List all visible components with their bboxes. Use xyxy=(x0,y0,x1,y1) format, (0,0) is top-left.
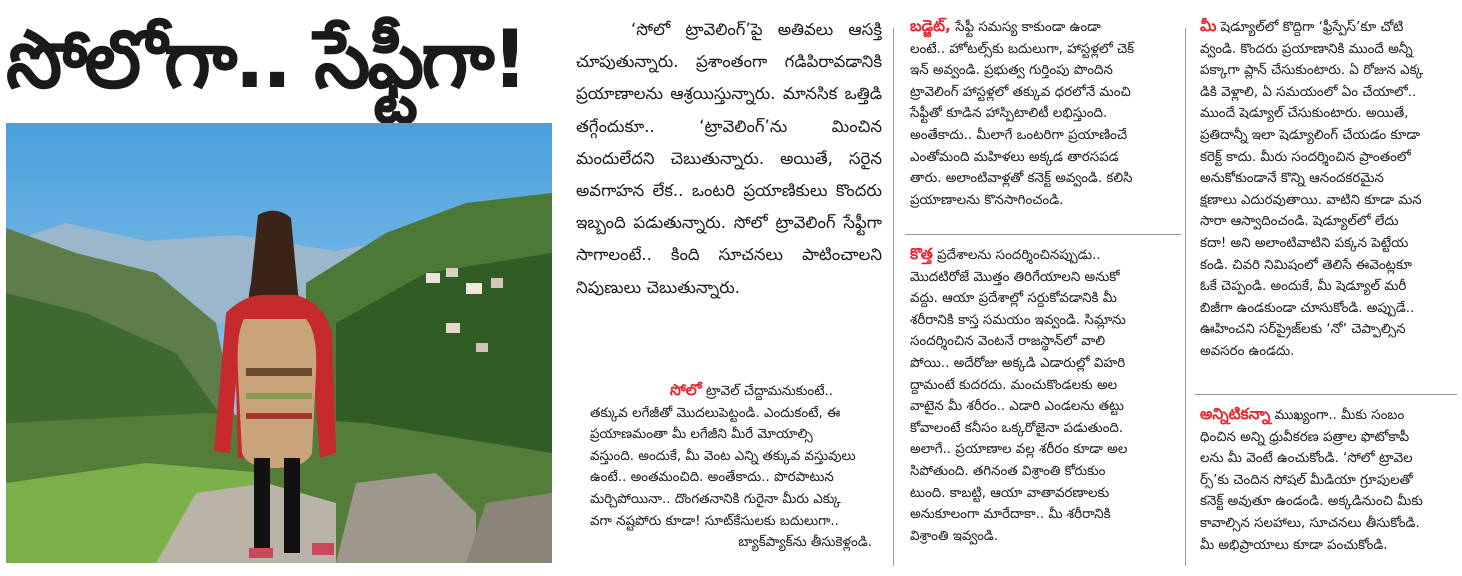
section-solo: సోలో ట్రావెల్ చేద్దామనుకుంటే.. తక్కువ లగేజీతో మొదలుపెట్టండి. ఎందుకంటే, ఈ ప్రయాణమంతా మీ లగేజీని మీరే మోయాల్సి వస్తుంది. అందుకే, మీ వెంట ఎన్ని తక్కువ వస్తువులు ఉంటే.. అంతమంచిది. అంతేకాదు.. పొరపాటున మర్చిపోయినా.. దొంగతనానికి గురైనా మీరు ఎక్కు వగా నష్టపోరు కూడా! సూట్‌కేసులకు బదులుగా.. బ్యాక్‌ప్యాక్‌ను తీసుకెళ్లండి. xyxy=(590,381,872,551)
article-photo xyxy=(6,123,552,563)
intro-paragraph xyxy=(576,14,882,304)
traveler-illustration xyxy=(6,123,552,563)
article-headline: సోలోగా.. సేఫ్టీగా! xyxy=(6,13,526,106)
column-divider xyxy=(1185,28,1186,566)
section-keyword: కొత్త xyxy=(910,245,933,263)
section-keyword: అన్నిటికన్నా xyxy=(1200,405,1271,423)
section-budget: బడ్జెట్, సేఫ్టీ సమస్య కాకుండా ఉండా లంటే.. హోటల్స్‌కు బదులుగా, హాస్టళ్లలో చెక్ ఇన్ అవ్వండి. ప్రభుత్వ గుర్తింపు పొందిన ట్రావెలింగ్ హాస్టళ్లలో తక్కువ ధరలోనే మంచి సేఫ్టీతో కూడిన హాస్పిటాలిటీ లభిస్తుంది. అంతేకాదు.. మీలాగే ఒంటరిగా ప్రయాణించే ఎంతోమంది మహిళలు అక్కడ తారసపడ తారు. అలాంటివాళ్లతో కనెక్ట్ అవ్వండి. కలిసి ప్రయాణాలను కొనసాగించండి. xyxy=(910,17,1135,208)
section-keyword: బడ్జెట్, xyxy=(910,17,951,35)
section-schedule: మీ షెడ్యూల్‌లో కొద్దిగా ‘ఫ్రీస్పేస్’కూ చోటి వ్వండి. కొందరు ప్రయాణానికి ముందే అన్నీ పక్కాగా ప్లాన్ చేసుకుంటారు. ఏ రోజున ఎక్క డికి వెళ్లాలి, ఏ సమయంలో ఏం చేయాలో.. ముందే షెడ్యూల్ చేసుకుంటారు. అయితే, ప్రతిదాన్నీ ఇలా షెడ్యూలింగ్ చేయడం కూడా కరెక్ట్ కాదు. మీరు సందర్శించిన ప్రాంతంలో అనుకోకుండానే కొన్ని ఆనందకరమైన క్షణాలు ఎదురవుతాయి. వాటిని కూడా మన సారా ఆస్వాదించండి. షెడ్యూల్‌లో లేదు కదా! అని అలాంటివాటిని పక్కన పెట్టేయ కండి. చివరి నిమిషంలో తెలిసే ఈవెంట్లకూ ఓకే చెప్పండి. అందుకే, మీ షెడ్యూల్ మరీ బిజీగా ఉండకుండా చూసుకోండి. అప్పుడే.. ఊహించని సర్‌ప్రైజ్‌లకు ‘నో’ చెప్పాల్సిన అవసరం ఉండదు. xyxy=(1200,17,1424,359)
intro-text: ‘సోలో ట్రావెలింగ్’పై అతివలు ఆసక్తి చూపుతున్నారు. ప్రశాంతంగా గడిపిరావడానికి ప్రయాణాలను ఆశ్రయిస్తున్నారు. మానసిక ఒత్తిడి తగ్గేందుకూ.. ‘ట్రావెలింగ్’ను మించిన మందులేదని చెబుతున్నారు. అయితే, సరైన అవగాహన లేక.. ఒంటరి ప్రయాణికులు కొందరు ఇబ్బంది పడుతున్నారు. సోలో ట్రావెలింగ్ సేఫ్టీగా సాగాలంటే.. కింది సూచనలు పాటించాలని నిపుణులు చెబుతున్నారు. xyxy=(576,20,882,297)
section-divider xyxy=(905,234,1181,235)
section-most-important: అన్నిటికన్నా ముఖ్యంగా.. మీకు సంబం ధించిన అన్ని ధ్రువీకరణ పత్రాల ఫొటోకాపీ లను మీ వెంటే ఉంచుకోండి. ‘సోలో ట్రావెల ర్స్’కు చెందిన సోషల్ మీడియా గ్రూపులతో కనెక్ట్ అవుతూ ఉండండి. అక్కడినుంచి మీకు కావాల్సిన సలహాలు, సూచనలు తీసుకోండి. మీ అభిప్రాయాలు కూడా పంచుకోండి. xyxy=(1200,405,1423,553)
column-divider xyxy=(893,28,894,566)
section-keyword: మీ xyxy=(1200,17,1217,35)
section-keyword: సోలో xyxy=(670,381,702,399)
section-new-places: కొత్త ప్రదేశాలను సందర్శించినప్పుడు.. మొదటిరోజే మొత్తం తిరిగేయాలని అనుకో వద్దు. ఆయా ప్రదేశాల్లో సర్దుకోవడానికి మీ శరీరానికి కాస్త సమయం ఇవ్వండి. సిమ్లాను సందర్శించిన వెంటనే రాజస్థాన్‌లో వాలి పోయి.. అదేరోజు అక్కడి ఎడారుల్లో విహరి ద్దామంటే కుదరదు. మంచుకొండలకు అల వాటైన మీ శరీరం.. ఎడారి ఎండలను తట్టు కోవాలంటే కనీసం ఒక్కరోజైనా పడుతుంది. అలాగే.. ప్రయాణాల వల్ల శరీరం కూడా అల సిపోతుంది. తగినంత విశ్రాంతి కోరుకుం టుంది. కాబట్టి, ఆయా వాతావరణాలకు అనుకూలంగా మారేదాకా.. మీ శరీరానికి విశ్రాంతి ఇవ్వండి. xyxy=(910,245,1128,544)
section-divider xyxy=(1195,394,1457,395)
